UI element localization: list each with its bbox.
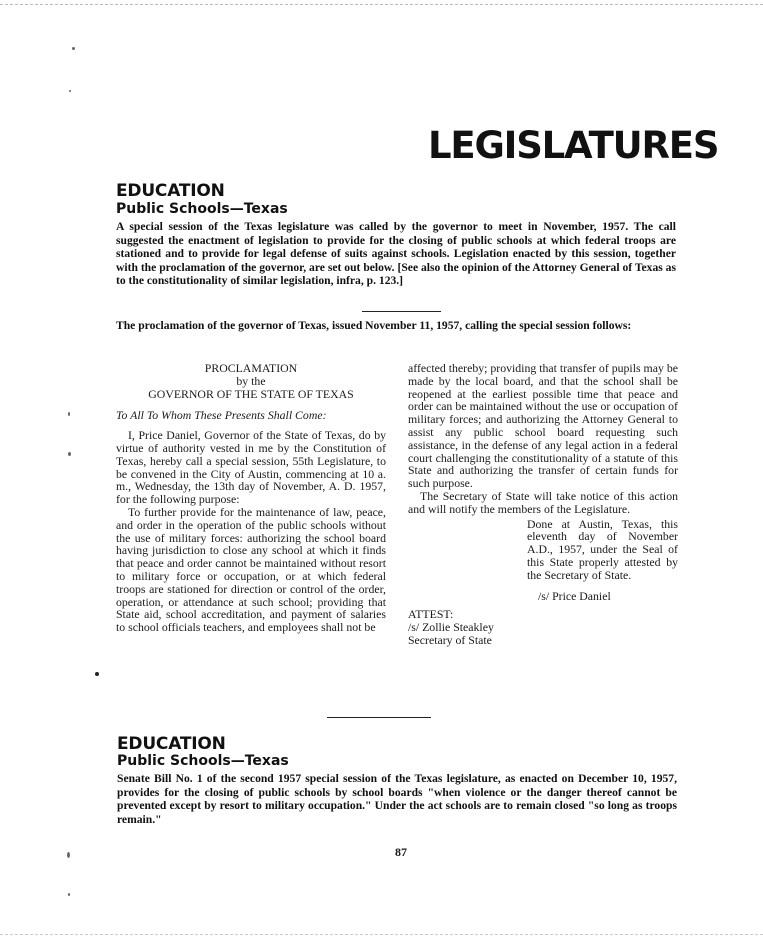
scan-edge-bottom [0, 934, 763, 935]
proclamation-done-clause: Done at Austin, Texas, this eleventh day of November A.D., 1957, under the Seal of this State properly attested by the Secretary of State. [527, 516, 678, 582]
scan-speck [68, 893, 70, 896]
section-subtitle: Public Schools—Texas [117, 753, 289, 769]
proclamation-paragraph: I, Price Daniel, Governor of the State of Texas, do by virtue of authority vested in me by the Constitution of Texas, hereby call a special session, 55th Legislature, to be convened in the City of Austin, commencing at 10 a. m., Wednesday, the 13th day of November, A. D. 1957, for the following purpose: [116, 428, 386, 507]
attest-signature: /s/ Zollie Steakley [408, 620, 494, 635]
attest-label: ATTEST: [408, 607, 454, 622]
page-number: 87 [395, 845, 407, 859]
governor-signature: /s/ Price Daniel [538, 588, 611, 603]
section-title: EDUCATION [116, 181, 225, 201]
divider [327, 717, 431, 718]
proclamation-left-column [116, 362, 386, 634]
scan-speck [68, 412, 70, 416]
scan-speck [68, 452, 71, 456]
scan-speck [67, 852, 70, 858]
scan-speck [95, 672, 99, 676]
proclamation-salutation: To All To Whom These Presents Shall Come: [116, 408, 327, 423]
proclamation-right-column [408, 362, 678, 647]
proclamation-paragraph: affected thereby; providing that transfer of pupils may be made by the local board, and that the school shall be reopened at the earliest possible time that peace and order can be maintained without the use or occupation of military forces; and authorizing the Attorney General to assist any public school board requesting such assistance, in the defense of any legal action in a federal court challenging the constitutionality of a statute of this State and authorizing the transfer of certain funds for such purpose. [408, 361, 678, 491]
proclamation-heading-by: by the [236, 373, 266, 388]
section-summary: Senate Bill No. 1 of the second 1957 special session of the Texas legislature, as enacted on December 10, 1957, provides for the closing of public schools by school boards "when violence or the danger thereof cannot be prevented except by resort to military occupation." Under the act schools are to remain closed "so long as troops remain." [117, 772, 677, 826]
section-subtitle: Public Schools—Texas [116, 201, 288, 217]
section-summary: A special session of the Texas legislature was called by the governor to meet in November, 1957. The call suggested the enactment of legislation to provide for the closing of public schools at which federal troops are stationed and to provide for legal defense of suits against schools. Legislation enacted by this session, together with the proclamation of the governor, are set out below. [See also the opinion of the Attorney General of Texas as to the constitutionality of similar legislation, infra, p. 123.] [116, 220, 676, 288]
section-title: EDUCATION [117, 734, 226, 754]
page-title: LEGISLATURES [428, 124, 719, 167]
proclamation-intro: The proclamation of the governor of Texas, issued November 11, 1957, calling the special session follows: [116, 319, 632, 332]
proclamation-heading-governor: GOVERNOR OF THE STATE OF TEXAS [148, 386, 354, 401]
attest-title: Secretary of State [408, 632, 492, 647]
scan-edge-top [0, 4, 763, 5]
scan-speck [72, 47, 75, 50]
proclamation-heading: PROCLAMATION [204, 361, 298, 375]
divider [362, 311, 441, 312]
proclamation-paragraph: To further provide for the maintenance of law, peace, and order in the operation of the public schools without the use of military forces: authorizing the school board having jurisdiction to close any school at which it finds that peace and order cannot be maintained without resort to military force or occupation, or at which federal troops are stationed for direction or control of the order, operation, or attendance at such school; providing that State aid, school accreditation, and payment of salaries to school officials teachers, and employees shall not be [116, 504, 386, 635]
proclamation-paragraph: The Secretary of State will take notice of this action and will notify the members of the Legislature. [408, 488, 678, 516]
scan-speck [69, 90, 71, 92]
